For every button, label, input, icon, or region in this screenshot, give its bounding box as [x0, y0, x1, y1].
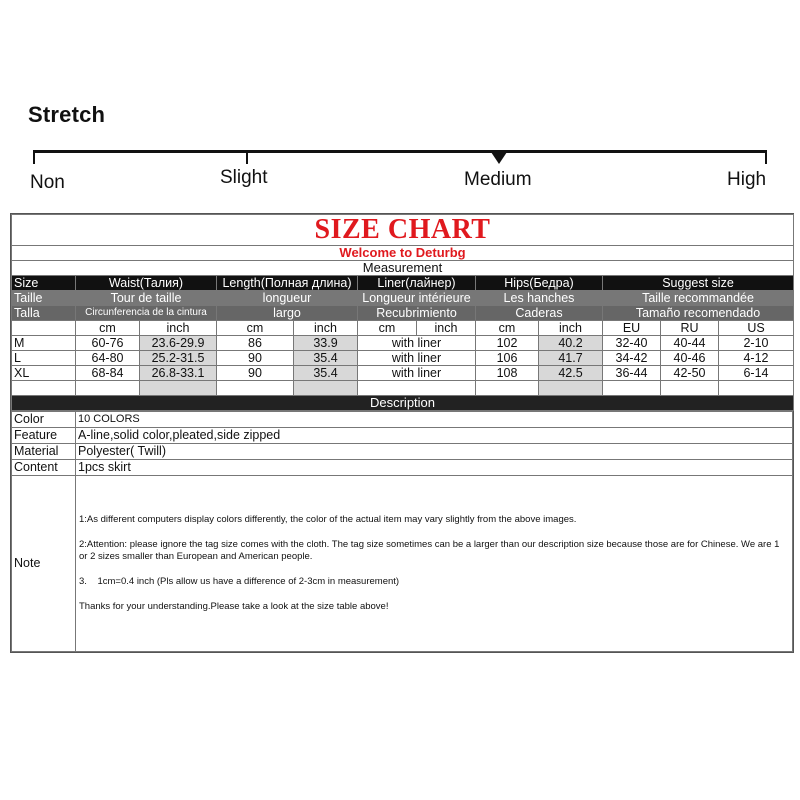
size-cell: XL — [12, 366, 76, 381]
note-3: 3. 1cm=0.4 inch (Pls allow us have a difference of 2-3cm in measurement) — [79, 576, 400, 587]
unit-cell: inch — [294, 321, 358, 336]
header-length: Length(Полная длина) — [217, 276, 358, 291]
ru-cell: 42-50 — [661, 366, 719, 381]
table-row — [12, 351, 794, 366]
header-es-liner: Recubrimiento — [358, 306, 476, 321]
description-table — [11, 411, 793, 652]
scale-label-high: High — [727, 169, 767, 190]
hips-inch-cell: 42.5 — [539, 366, 603, 381]
content-value: 1pcs skirt — [76, 460, 793, 476]
header-suggest: Suggest size — [603, 276, 794, 291]
note-1: 1:As different computers display colors differently, the color of the actual item may vary slightly from the above images. — [79, 514, 577, 525]
header-fr-liner: Longueur intérieure — [358, 291, 476, 306]
units-blank — [12, 321, 76, 336]
scale-tick-non — [33, 150, 35, 164]
feature-value: A-line,solid color,pleated,side zipped — [76, 428, 793, 444]
header-fr-suggest: Taille recommandée — [603, 291, 794, 306]
size-chart — [10, 213, 794, 653]
ru-cell: 40-44 — [661, 336, 719, 351]
stretch-title: Stretch — [28, 102, 106, 127]
header-waist: Waist(Талия) — [76, 276, 217, 291]
eu-cell: 32-40 — [603, 336, 661, 351]
header-fr-hips: Les hanches — [476, 291, 603, 306]
material-label: Material — [12, 444, 76, 460]
liner-cell: with liner — [358, 351, 476, 366]
size-table — [11, 214, 794, 411]
waist-inch-cell: 23.6-29.9 — [140, 336, 217, 351]
stretch-scale-line — [33, 150, 767, 153]
hips-cm-cell: 106 — [476, 351, 539, 366]
scale-label-medium: Medium — [464, 169, 532, 190]
color-label: Color — [12, 412, 76, 428]
scale-label-non: Non — [30, 172, 65, 193]
description-row-material — [12, 444, 793, 460]
waist-cm-cell: 64-80 — [76, 351, 140, 366]
note-text — [76, 476, 793, 652]
note-4: Thanks for your understanding.Please take a look at the size table above! — [79, 601, 389, 612]
unit-cell: inch — [539, 321, 603, 336]
header-row-spanish — [12, 306, 794, 321]
down-arrow-icon — [491, 152, 507, 164]
description-header-row — [12, 396, 794, 411]
liner-cell: with liner — [358, 366, 476, 381]
empty-row — [12, 381, 794, 396]
length-inch-cell: 35.4 — [294, 351, 358, 366]
unit-cell: US — [719, 321, 794, 336]
note-2: 2:Attention: please ignore the tag size comes with the cloth. The tag size sometimes can be a larger than our description size because those are for Chinese. We are 1 or 2 sizes smaller than European and American people. — [79, 539, 780, 562]
unit-cell: cm — [76, 321, 140, 336]
us-cell: 4-12 — [719, 351, 794, 366]
unit-cell: RU — [661, 321, 719, 336]
unit-cell: cm — [217, 321, 294, 336]
description-row-color — [12, 412, 793, 428]
description-row-feature — [12, 428, 793, 444]
unit-cell: inch — [140, 321, 217, 336]
scale-label-slight: Slight — [220, 167, 268, 188]
header-es-size: Talla — [12, 306, 76, 321]
welcome-text: Welcome to Deturbg — [12, 246, 794, 261]
header-row-english — [12, 276, 794, 291]
header-fr-size: Taille — [12, 291, 76, 306]
waist-inch-cell: 26.8-33.1 — [140, 366, 217, 381]
scale-tick-slight — [246, 150, 248, 164]
unit-cell: EU — [603, 321, 661, 336]
note-label: Note — [12, 476, 76, 652]
feature-label: Feature — [12, 428, 76, 444]
table-row — [12, 366, 794, 381]
hips-cm-cell: 108 — [476, 366, 539, 381]
size-cell: L — [12, 351, 76, 366]
header-es-waist: Circunferencia de la cintura — [76, 306, 217, 321]
scale-tick-high — [765, 150, 767, 164]
waist-cm-cell: 68-84 — [76, 366, 140, 381]
color-value: 10 COLORS — [76, 412, 793, 428]
length-inch-cell: 33.9 — [294, 336, 358, 351]
length-cm-cell: 90 — [217, 366, 294, 381]
length-cm-cell: 86 — [217, 336, 294, 351]
content-label: Content — [12, 460, 76, 476]
header-es-length: largo — [217, 306, 358, 321]
unit-cell: cm — [358, 321, 417, 336]
length-cm-cell: 90 — [217, 351, 294, 366]
size-chart-title: SIZE CHART — [12, 215, 794, 246]
unit-cell: inch — [417, 321, 476, 336]
us-cell: 6-14 — [719, 366, 794, 381]
ru-cell: 40-46 — [661, 351, 719, 366]
eu-cell: 36-44 — [603, 366, 661, 381]
unit-cell: cm — [476, 321, 539, 336]
table-row — [12, 336, 794, 351]
eu-cell: 34-42 — [603, 351, 661, 366]
us-cell: 2-10 — [719, 336, 794, 351]
header-es-suggest: Tamaño recomendado — [603, 306, 794, 321]
header-hips: Hips(Бедра) — [476, 276, 603, 291]
waist-cm-cell: 60-76 — [76, 336, 140, 351]
size-cell: M — [12, 336, 76, 351]
waist-inch-cell: 25.2-31.5 — [140, 351, 217, 366]
header-fr-length: longueur — [217, 291, 358, 306]
header-row-french — [12, 291, 794, 306]
hips-inch-cell: 41.7 — [539, 351, 603, 366]
header-size: Size — [12, 276, 76, 291]
description-row-note — [12, 476, 793, 652]
units-row — [12, 321, 794, 336]
header-es-hips: Caderas — [476, 306, 603, 321]
length-inch-cell: 35.4 — [294, 366, 358, 381]
hips-inch-cell: 40.2 — [539, 336, 603, 351]
header-liner: Liner(лайнер) — [358, 276, 476, 291]
hips-cm-cell: 102 — [476, 336, 539, 351]
liner-cell: with liner — [358, 336, 476, 351]
header-fr-waist: Tour de taille — [76, 291, 217, 306]
description-row-content — [12, 460, 793, 476]
measurement-label: Measurement — [12, 261, 794, 276]
material-value: Polyester( Twill) — [76, 444, 793, 460]
description-title: Description — [12, 396, 794, 411]
